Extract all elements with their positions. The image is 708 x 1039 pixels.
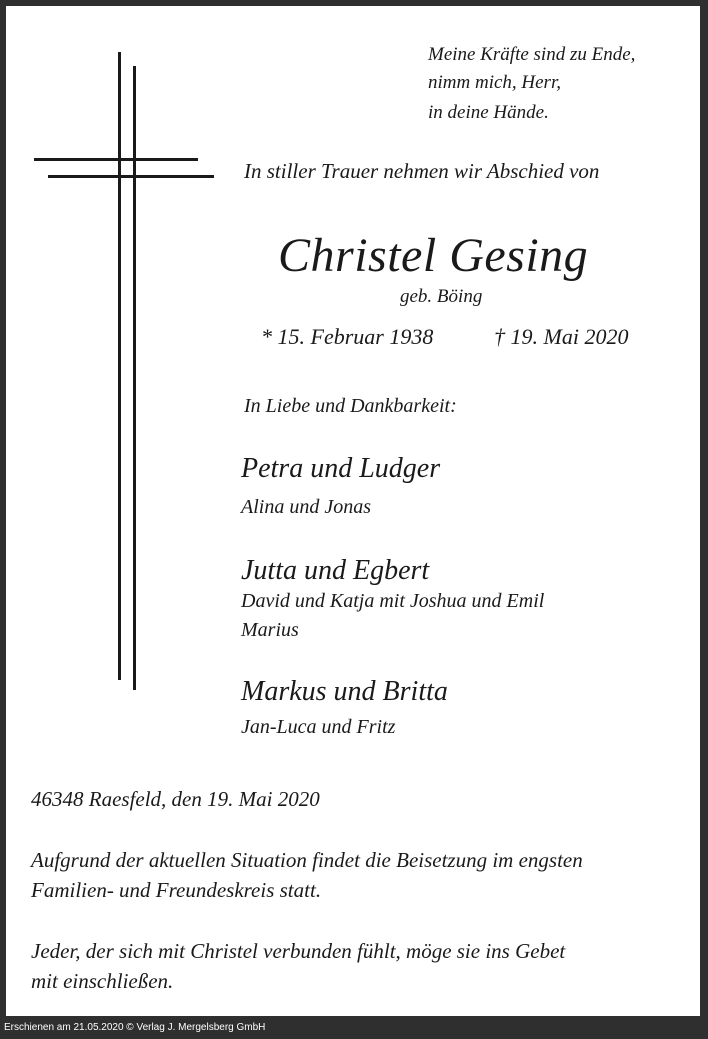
family-2-sub-1: David und Katja mit Joshua und Emil xyxy=(241,590,545,612)
family-1-main: Petra und Ludger xyxy=(241,453,441,484)
verse-line-2: nimm mich, Herr, xyxy=(428,72,561,93)
intro-text: In stiller Trauer nehmen wir Abschied von xyxy=(244,159,600,183)
deceased-name: Christel Gesing xyxy=(278,229,589,282)
verse-line-3: in deine Hände. xyxy=(428,102,549,123)
notice-2-line-2: mit einschließen. xyxy=(31,969,174,993)
notice-1-line-1: Aufgrund der aktuellen Situation findet die Beisetzung im engsten xyxy=(31,848,583,872)
notice-2-line-1: Jeder, der sich mit Christel verbunden fühlt, möge sie ins Gebet xyxy=(31,939,566,963)
family-2-sub-2: Marius xyxy=(241,619,299,641)
verse-line-1: Meine Kräfte sind zu Ende, xyxy=(428,44,636,65)
place-date: 46348 Raesfeld, den 19. Mai 2020 xyxy=(31,787,320,811)
birth-name: geb. Böing xyxy=(400,286,483,307)
family-2-main: Jutta und Egbert xyxy=(241,555,430,586)
publication-footer: Erschienen am 21.05.2020 © Verlag J. Mergelsberg GmbH xyxy=(0,1016,708,1039)
birth-date: * 15. Februar 1938 xyxy=(261,324,434,349)
family-3-sub-1: Jan-Luca und Fritz xyxy=(241,716,396,738)
obituary-sheet xyxy=(6,6,700,1016)
death-date: † 19. Mai 2020 xyxy=(494,324,629,349)
family-3-main: Markus und Britta xyxy=(241,676,448,707)
gratitude-text: In Liebe und Dankbarkeit: xyxy=(244,395,457,417)
notice-1-line-2: Familien- und Freundeskreis statt. xyxy=(31,878,322,902)
family-1-sub-1: Alina und Jonas xyxy=(241,496,371,518)
